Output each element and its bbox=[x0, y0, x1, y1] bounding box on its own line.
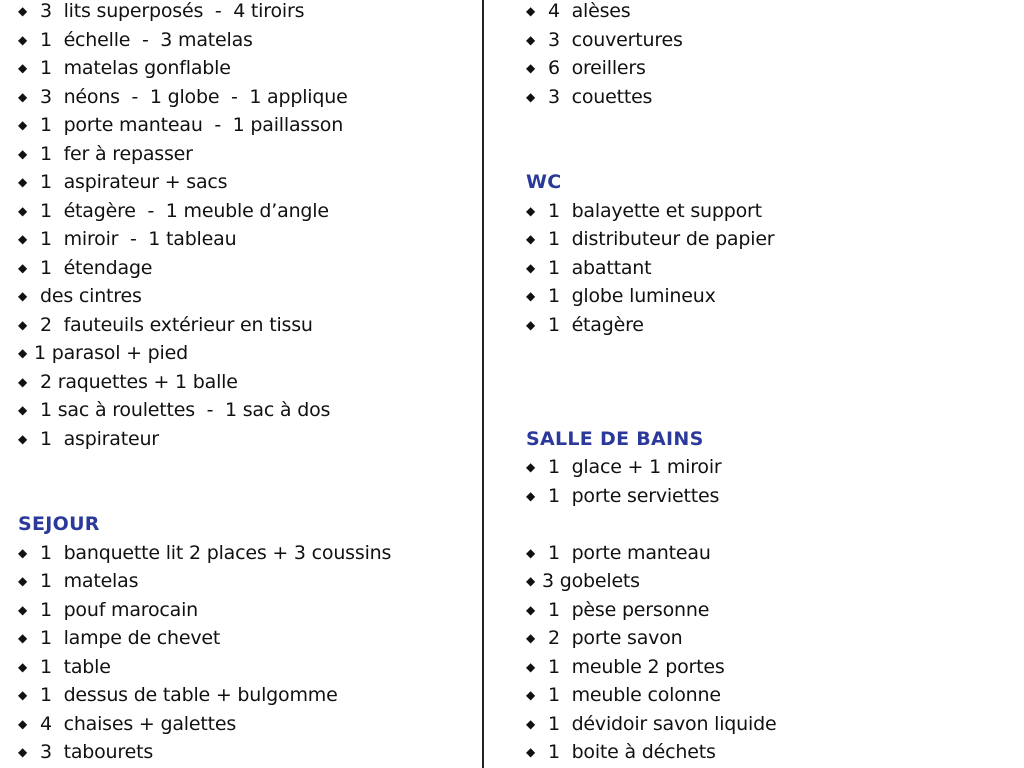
list-item: ◆ 1 échelle - 3 matelas bbox=[18, 26, 253, 54]
list-item: ◆ 1 boite à déchets bbox=[526, 738, 716, 766]
bullet-icon: ◆ bbox=[18, 232, 28, 246]
list-item: ◆ 1 distributeur de papier bbox=[526, 225, 774, 253]
bullet-icon: ◆ bbox=[18, 61, 28, 75]
list-item: ◆ 1 pèse personne bbox=[526, 596, 709, 624]
bullet-icon: ◆ bbox=[18, 403, 28, 417]
bullet-icon: ◆ bbox=[18, 660, 28, 674]
bullet-icon: ◆ bbox=[526, 546, 536, 560]
bullet-icon: ◆ bbox=[526, 460, 536, 474]
list-item: ◆ 2 fauteuils extérieur en tissu bbox=[18, 311, 313, 339]
list-item: ◆ 1 banquette lit 2 places + 3 coussins bbox=[18, 539, 391, 567]
bullet-icon: ◆ bbox=[18, 204, 28, 218]
bullet-icon: ◆ bbox=[526, 61, 536, 75]
list-item: ◆ 1 étendage bbox=[18, 254, 152, 282]
bullet-icon: ◆ bbox=[18, 688, 28, 702]
bullet-icon: ◆ bbox=[18, 546, 28, 560]
list-item: ◆ 2 raquettes + 1 balle bbox=[18, 368, 238, 396]
bullet-icon: ◆ bbox=[18, 346, 28, 360]
column-divider bbox=[482, 0, 484, 768]
list-item: ◆ 6 oreillers bbox=[526, 54, 646, 82]
list-item: ◆ 4 chaises + galettes bbox=[18, 710, 236, 738]
list-item: ◆ 1 lampe de chevet bbox=[18, 624, 220, 652]
list-item: ◆ 1 meuble colonne bbox=[526, 681, 721, 709]
list-item: ◆ 1 étagère bbox=[526, 311, 644, 339]
list-item: ◆ 1 abattant bbox=[526, 254, 651, 282]
list-item: ◆ 1 dévidoir savon liquide bbox=[526, 710, 776, 738]
list-item: ◆ 1 meuble 2 portes bbox=[526, 653, 725, 681]
list-item: ◆ 1 matelas gonflable bbox=[18, 54, 231, 82]
bullet-icon: ◆ bbox=[526, 232, 536, 246]
list-item: ◆ 1 aspirateur bbox=[18, 425, 159, 453]
list-item: ◆ 1 étagère - 1 meuble d’angle bbox=[18, 197, 329, 225]
list-item: ◆ 1 pouf marocain bbox=[18, 596, 198, 624]
list-item: ◆ 1 fer à repasser bbox=[18, 140, 193, 168]
bullet-icon: ◆ bbox=[526, 318, 536, 332]
bullet-icon: ◆ bbox=[18, 631, 28, 645]
list-item: ◆ des cintres bbox=[18, 282, 142, 310]
list-item: ◆ 3 couettes bbox=[526, 83, 652, 111]
bullet-icon: ◆ bbox=[18, 90, 28, 104]
bullet-icon: ◆ bbox=[18, 318, 28, 332]
list-item: ◆ 1 balayette et support bbox=[526, 197, 762, 225]
list-item: ◆ 1 matelas bbox=[18, 567, 138, 595]
bullet-icon: ◆ bbox=[18, 574, 28, 588]
bullet-icon: ◆ bbox=[526, 603, 536, 617]
bullet-icon: ◆ bbox=[18, 261, 28, 275]
list-item: ◆ 1 table bbox=[18, 653, 111, 681]
section-heading-sejour: SEJOUR bbox=[18, 513, 100, 535]
list-item: ◆ 1 glace + 1 miroir bbox=[526, 453, 722, 481]
bullet-icon: ◆ bbox=[18, 289, 28, 303]
list-item: ◆ 1 sac à roulettes - 1 sac à dos bbox=[18, 396, 330, 424]
section-heading-salle-de-bains: SALLE DE BAINS bbox=[526, 428, 704, 450]
bullet-icon: ◆ bbox=[18, 4, 28, 18]
bullet-icon: ◆ bbox=[526, 631, 536, 645]
list-item: ◆ 4 alèses bbox=[526, 0, 630, 25]
bullet-icon: ◆ bbox=[18, 375, 28, 389]
section-heading-wc: WC bbox=[526, 171, 562, 193]
bullet-icon: ◆ bbox=[18, 432, 28, 446]
list-item: ◆ 3 couvertures bbox=[526, 26, 683, 54]
list-item: ◆ 3 lits superposés - 4 tiroirs bbox=[18, 0, 304, 25]
list-item: ◆ 1 miroir - 1 tableau bbox=[18, 225, 236, 253]
bullet-icon: ◆ bbox=[526, 33, 536, 47]
list-item: ◆ 1 porte serviettes bbox=[526, 482, 719, 510]
list-item: ◆ 1 dessus de table + bulgomme bbox=[18, 681, 338, 709]
bullet-icon: ◆ bbox=[18, 33, 28, 47]
bullet-icon: ◆ bbox=[18, 147, 28, 161]
bullet-icon: ◆ bbox=[526, 660, 536, 674]
bullet-icon: ◆ bbox=[526, 489, 536, 503]
bullet-icon: ◆ bbox=[18, 717, 28, 731]
list-item: ◆ 1 porte manteau - 1 paillasson bbox=[18, 111, 343, 139]
bullet-icon: ◆ bbox=[18, 118, 28, 132]
bullet-icon: ◆ bbox=[526, 4, 536, 18]
list-item: ◆ 2 porte savon bbox=[526, 624, 683, 652]
bullet-icon: ◆ bbox=[526, 574, 536, 588]
list-item: ◆ 3 gobelets bbox=[526, 567, 640, 595]
bullet-icon: ◆ bbox=[526, 204, 536, 218]
list-item: ◆ 1 globe lumineux bbox=[526, 282, 716, 310]
bullet-icon: ◆ bbox=[18, 745, 28, 759]
list-item: ◆ 3 néons - 1 globe - 1 applique bbox=[18, 83, 348, 111]
list-item: ◆ 3 tabourets bbox=[18, 738, 153, 766]
list-item: ◆ 1 aspirateur + sacs bbox=[18, 168, 227, 196]
bullet-icon: ◆ bbox=[18, 603, 28, 617]
bullet-icon: ◆ bbox=[526, 90, 536, 104]
bullet-icon: ◆ bbox=[526, 261, 536, 275]
bullet-icon: ◆ bbox=[526, 745, 536, 759]
list-item: ◆ 1 porte manteau bbox=[526, 539, 711, 567]
bullet-icon: ◆ bbox=[526, 688, 536, 702]
list-item: ◆ 1 parasol + pied bbox=[18, 339, 188, 367]
bullet-icon: ◆ bbox=[18, 175, 28, 189]
bullet-icon: ◆ bbox=[526, 289, 536, 303]
bullet-icon: ◆ bbox=[526, 717, 536, 731]
